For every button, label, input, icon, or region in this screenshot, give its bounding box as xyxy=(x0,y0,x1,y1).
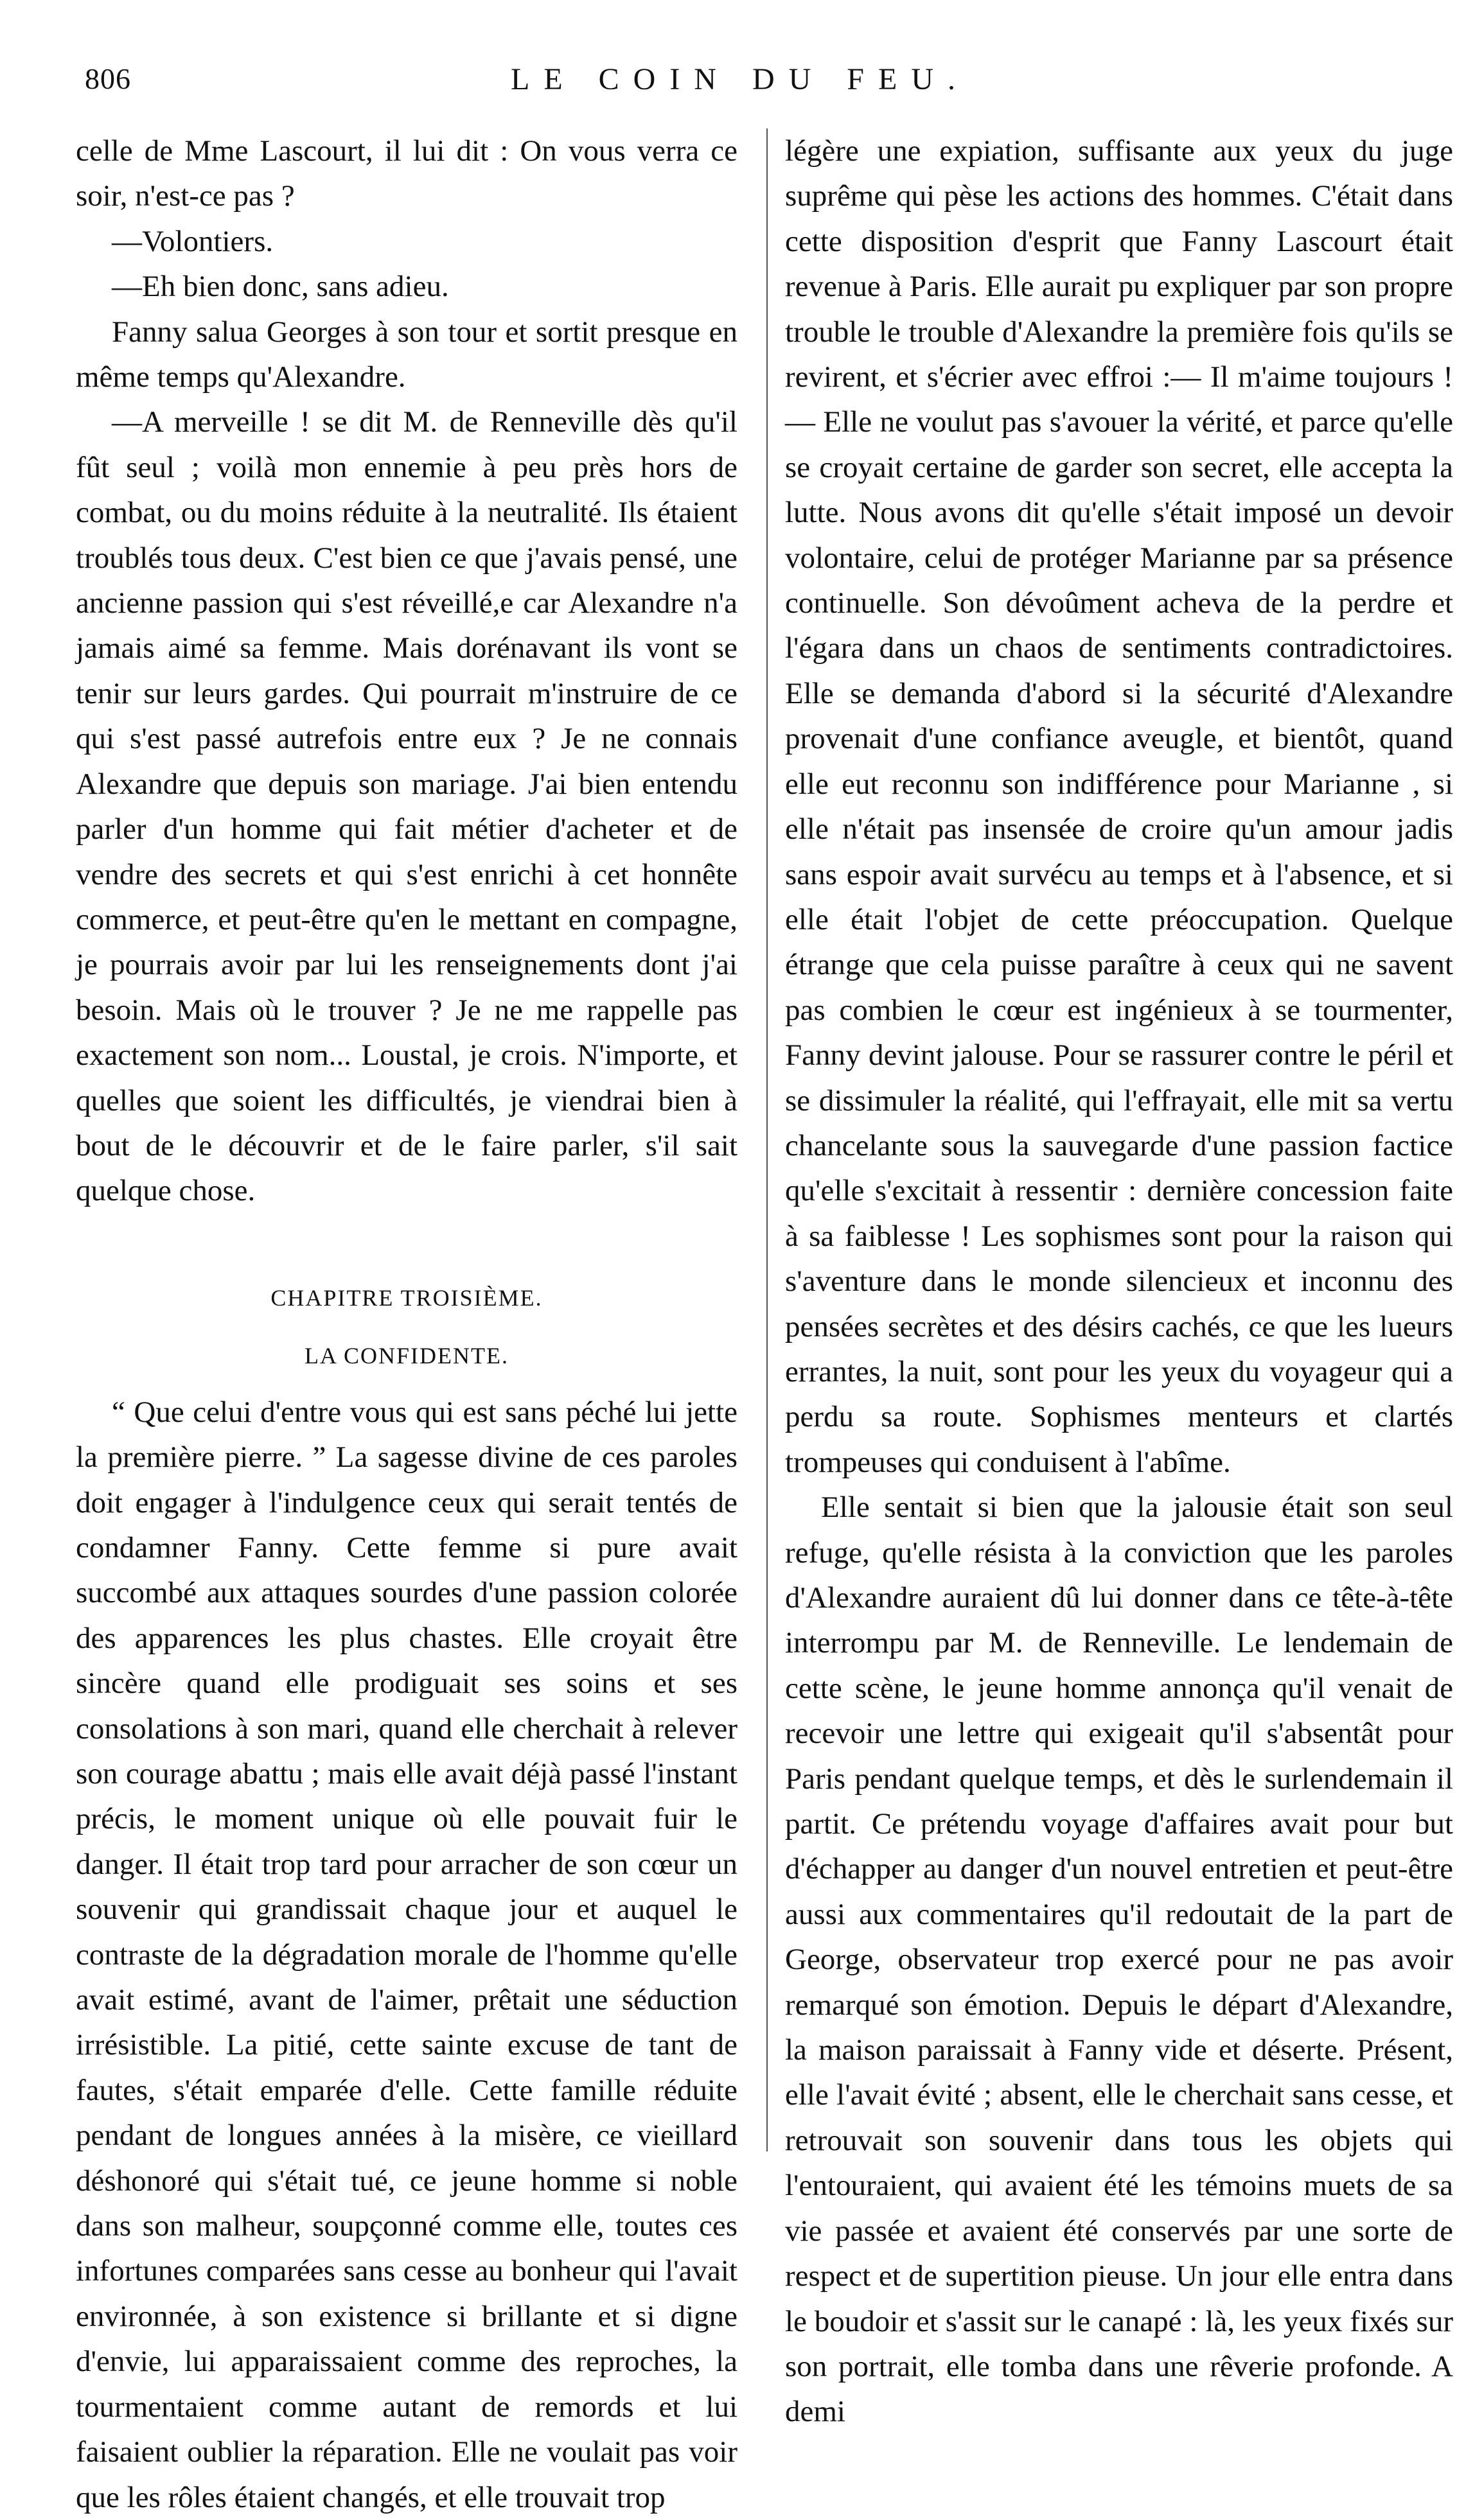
right-column xyxy=(785,128,1453,2435)
page-number: 806 xyxy=(85,62,131,95)
running-title: LE COIN DU FEU. xyxy=(511,62,969,96)
paragraph: —Volontiers. xyxy=(112,224,274,258)
paragraph: —A merveille ! se dit M. de Renneville dès qu'il fût seul ; voilà mon ennemie à peu près hors de combat, ou du moins réduite à la neutralité. Ils étaient troublés tous deux. C'est bien ce que j'avais pensé, une ancienne passion qui s'est réveillé,e car Alexandre n'a jamais aimé sa femme. Mais dorénavant ils vont se tenir sur leurs gardes. Qui pourrait m'instruire de ce qui s'est passé autrefois entre eux ? Je ne connais Alexandre que depuis son mariage. J'ai bien entendu parler d'un homme qui fait métier d'acheter et de vendre des secrets et qui s'est enrichi à cet honnête commerce, et peut-être qu'en le mettant en compagne, je pourrais avoir par lui les renseignements dont j'ai besoin. Mais où le trouver ? Je ne me rappelle pas exactement son nom... Loustal, je crois. N'importe, et quelles que soient les difficultés, je viendrai bien à bout de le découvrir et de le faire parler, s'il sait quelque chose. xyxy=(76,405,737,1208)
section-title: LA CONFIDENTE. xyxy=(305,1342,509,1369)
page-header xyxy=(85,62,1395,107)
paragraph: —Eh bien donc, sans adieu. xyxy=(112,270,449,304)
paragraph: celle de Mme Lascourt, il lui dit : On vous verra ce soir, n'est-ce pas ? xyxy=(76,134,737,213)
column-divider xyxy=(766,128,768,2151)
paragraph: Fanny salua Georges à son tour et sortit presque en même temps qu'Alexandre. xyxy=(76,315,737,394)
paragraph: Elle sentait si bien que la jalousie était son seul refuge, qu'elle résista à la conviction que les paroles d'Alexandre auraient dû lui donner dans ce tête-à-tête interrompu par M. de Renneville. Le lendemain de cette scène, le jeune homme annonça qu'il venait de recevoir une lettre qui exigeait qu'il s'absentât pour Paris pendant quelque temps, et dès le surlendemain il partit. Ce prétendu voyage d'affaires avait pour but d'échapper au danger d'un nouvel entretien et peut-être aussi aux commentaires qu'il redoutait de la part de George, observateur trop exercé pour ne pas avoir remarqué son émotion. Depuis le départ d'Alexandre, la maison paraissait à Fanny vide et déserte. Présent, elle l'avait évité ; absent, elle le cherchait sans cesse, et retrouvait son souvenir dans tous les objets qui l'entouraient, qui avaient été les témoins muets de sa vie passée et avaient été conservés par une sorte de respect et de supertition pieuse. Un jour elle entra dans le boudoir et s'assit sur le canapé : là, les yeux fixés sur son portrait, elle tomba dans une rêverie profonde. A demi xyxy=(785,1491,1453,2429)
paragraph: “ Que celui d'entre vous qui est sans péché lui jette la première pierre. ” La sagesse divine de ces paroles doit engager à l'indulgence ceux qui serait tentés de condamner Fanny. Cette femme si pure avait succombé aux attaques sourdes d'une passion colorée des apparences les plus chastes. Elle croyait être sincère quand elle prodiguait ses soins et ses consolations à son mari, quand elle cherchait à relever son courage abattu ; mais elle avait déjà passé l'instant précis, le moment unique où elle pouvait fuir le danger. Il était trop tard pour arracher de son cœur un souvenir qui grandissait chaque jour et auquel le contraste de la dégradation morale de l'homme qu'elle avait estimé, avant de l'aimer, prêtait une séduction irrésistible. La pitié, cette sainte excuse de tant de fautes, s'était emparée d'elle. Cette famille réduite pendant de longues années à la misère, ce vieillard déshonoré qui s'était tué, ce jeune homme si noble dans son malheur, soupçonné comme elle, toutes ces infortunes comparées sans cesse au bonheur qui l'avait environnée, à son existence si brillante et si digne d'envie, lui apparaissaient comme des reproches, la tourmentaient comme autant de remords et lui faisaient oublier la réparation. Elle ne voulait pas voir que les rôles étaient changés, et elle trouvait trop xyxy=(76,1395,737,2514)
chapter-title: CHAPITRE TROISIÈME. xyxy=(270,1284,543,1311)
paragraph: légère une expiation, suffisante aux yeux du juge suprême qui pèse les actions des hommes. C'était dans cette disposition d'esprit que Fanny Lascourt était revenue à Paris. Elle aurait pu expliquer par son propre trouble le trouble d'Alexandre la première fois qu'ils se revirent, et s'écrier avec effroi :— Il m'aime toujours ! — Elle ne voulut pas s'avouer la vérité, et parce qu'elle se croyait certaine de garder son secret, elle accepta la lutte. Nous avons dit qu'elle s'était imposé un devoir volontaire, celui de protéger Marianne par sa présence continuelle. Son dévoûment acheva de la perdre et l'égara dans un chaos de sentiments contradictoires. Elle se demanda d'abord si la sécurité d'Alexandre provenait d'une confiance aveugle, et bientôt, quand elle eut reconnu son indifférence pour Marianne , si elle n'était pas insensée de croire qu'un amour jadis sans espoir avait survécu au temps et à l'absence, et si elle était l'objet de cette préoccupation. Quelque étrange que cela puisse paraître à ceux qui ne savent pas combien le cœur est ingénieux à se tourmenter, Fanny devint jalouse. Pour se rassurer contre le péril et se dissimuler la réalité, qui l'effrayait, elle mit sa vertu chancelante sous la sauvegarde d'une passion factice qu'elle s'excitait à ressentir : dernière concession faite à sa faiblesse ! Les sophismes sont pour la raison qui s'aventure dans le monde silencieux et inconnu des pensées secrètes et des désirs cachés, ce que les lueurs errantes, la nuit, sont pour les yeux du voyageur qui a perdu sa route. Sophismes menteurs et clartés trompeuses qui conduisent à l'abîme. xyxy=(785,134,1453,1479)
left-column xyxy=(76,128,737,2520)
